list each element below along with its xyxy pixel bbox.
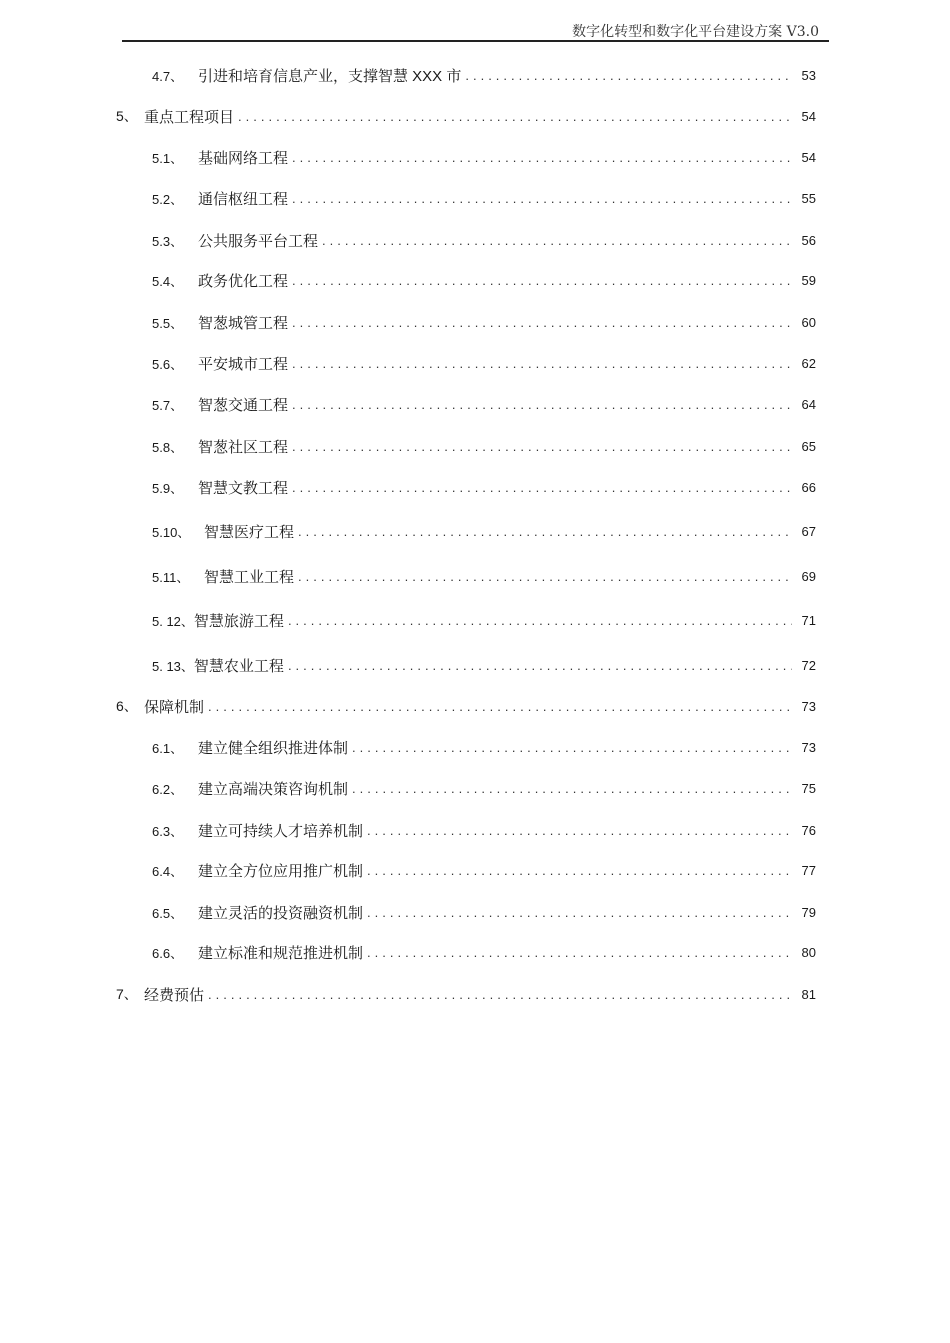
toc-entry-number: 5. 13、: [152, 658, 194, 674]
toc-entry-title: 平安城市工程: [198, 355, 289, 373]
toc-entry-page: 73: [801, 739, 816, 755]
toc-leader-dots: [322, 233, 792, 248]
toc-leader-dots: [292, 480, 792, 495]
toc-entry-number: 6.6、: [152, 945, 184, 961]
toc-entry[interactable]: [152, 777, 816, 799]
toc-entry-page: 64: [801, 396, 816, 412]
toc-entry-page: 73: [801, 698, 816, 714]
toc-entry[interactable]: [152, 520, 816, 542]
toc-leader-dots: [352, 781, 792, 796]
toc-leader-dots: [298, 524, 792, 539]
toc-entry-title: 智葱社区工程: [198, 438, 289, 456]
toc-leader-dots: [208, 987, 792, 1002]
toc-leader-dots: [292, 191, 792, 206]
toc-leader-dots: [292, 356, 792, 371]
toc-entry[interactable]: [152, 269, 816, 291]
toc-entry-number: 6.3、: [152, 823, 184, 839]
toc-entry-page: 72: [801, 657, 816, 673]
toc-entry-number: 6.1、: [152, 740, 184, 756]
toc-entry-number: 5.3、: [152, 233, 184, 249]
toc-entry-title: 建立可持续人才培养机制: [198, 822, 364, 840]
toc-entry-title: 智葱交通工程: [198, 396, 289, 414]
toc-entry-title: 公共服务平台工程: [198, 232, 319, 250]
toc-entry[interactable]: [152, 393, 816, 415]
toc-entry-number: 5.4、: [152, 273, 184, 289]
toc-entry-title: 政务优化工程: [198, 272, 289, 290]
toc-entry-number: 5、: [116, 108, 138, 124]
toc-leader-dots: [367, 863, 792, 878]
toc-leader-dots: [292, 315, 792, 330]
toc-entry-number: 5.8、: [152, 439, 184, 455]
toc-leader-dots: [352, 740, 792, 755]
toc-entry-title: 通信枢纽工程: [198, 190, 289, 208]
running-header-title: 数字化转型和数字化平台建设方案 V3.0: [572, 24, 819, 40]
toc-entry[interactable]: [152, 901, 816, 923]
toc-entry[interactable]: [116, 105, 816, 127]
toc-entry[interactable]: [116, 695, 816, 717]
toc-entry-number: 6.5、: [152, 905, 184, 921]
toc-entry-page: 54: [801, 149, 816, 165]
toc-entry-title: 智慧医疗工程: [204, 523, 295, 541]
toc-entry[interactable]: [152, 64, 816, 86]
toc-leader-dots: [292, 439, 792, 454]
toc-entry-title: 智葱城管工程: [198, 314, 289, 332]
toc-entry-number: 6、: [116, 698, 138, 714]
toc-entry-title: 保障机制: [144, 698, 205, 716]
toc-entry-page: 53: [801, 67, 816, 83]
toc-entry-page: 76: [801, 822, 816, 838]
toc-entry-title: 建立全方位应用推广机制: [198, 862, 364, 880]
toc-entry-number: 5. 12、: [152, 613, 194, 629]
toc-entry-number: 5.2、: [152, 191, 184, 207]
toc-entry-page: 71: [801, 612, 816, 628]
toc-entry-page: 80: [801, 944, 816, 960]
toc-entry-page: 67: [801, 523, 816, 539]
toc-entry-page: 65: [801, 438, 816, 454]
toc-entry[interactable]: [152, 819, 816, 841]
toc-entry-page: 59: [801, 272, 816, 288]
toc-entry[interactable]: [152, 187, 816, 209]
toc-entry-number: 5.11、: [152, 569, 190, 585]
toc-entry-title: 建立标准和规范推进机制: [198, 944, 364, 962]
toc-entry-page: 75: [801, 780, 816, 796]
toc-entry[interactable]: [152, 146, 816, 168]
toc-entry-title: 智慧工业工程: [204, 568, 295, 586]
toc-leader-dots: [465, 68, 792, 83]
toc-entry-title: 建立健全组织推进体制: [198, 739, 349, 757]
toc-entry-title: 建立高端决策咨询机制: [198, 780, 349, 798]
toc-entry[interactable]: [116, 983, 816, 1005]
toc-entry-title: 重点工程项目: [144, 108, 235, 126]
toc-entry-page: 62: [801, 355, 816, 371]
toc-leader-dots: [292, 150, 792, 165]
toc-entry-number: 6.4、: [152, 863, 184, 879]
toc-entry-number: 4.7、: [152, 68, 184, 84]
toc-entry-title: 智慧农业工程: [193, 657, 284, 675]
toc-leader-dots: [238, 109, 792, 124]
toc-leader-dots: [288, 658, 792, 673]
toc-entry-page: 55: [801, 190, 816, 206]
toc-entry[interactable]: [152, 565, 816, 587]
toc-entry-page: 54: [801, 108, 816, 124]
toc-entry-title: 建立灵活的投资融资机制: [198, 904, 364, 922]
toc-entry-page: 69: [801, 568, 816, 584]
toc-entry-number: 5.5、: [152, 315, 184, 331]
toc-entry-title: 智慧文教工程: [198, 479, 289, 497]
toc-entry[interactable]: [152, 352, 816, 374]
toc-entry-page: 60: [801, 314, 816, 330]
toc-entry[interactable]: [152, 311, 816, 333]
toc-entry-number: 5.10、: [152, 524, 191, 540]
toc-entry-number: 5.6、: [152, 356, 184, 372]
toc-entry[interactable]: [152, 941, 816, 963]
toc-leader-dots: [367, 905, 792, 920]
toc-leader-dots: [298, 569, 792, 584]
toc-entry[interactable]: [152, 654, 816, 676]
toc-entry-title: 智慧旅游工程: [193, 612, 284, 630]
toc-leader-dots: [292, 273, 792, 288]
toc-entry[interactable]: [152, 736, 816, 758]
toc-entry[interactable]: [152, 435, 816, 457]
toc-leader-dots: [367, 945, 792, 960]
toc-leader-dots: [367, 823, 792, 838]
toc-entry-number: 5.9、: [152, 480, 184, 496]
toc-entry-number: 5.7、: [152, 397, 184, 413]
toc-leader-dots: [288, 613, 792, 628]
toc-entry-page: 77: [801, 862, 816, 878]
toc-entry-page: 66: [801, 479, 816, 495]
toc-entry-title: 经费预估: [144, 986, 205, 1004]
toc-entry[interactable]: [152, 229, 816, 251]
toc-entry-title: 引进和培育信息产业，支撑智慧 XXX 市: [198, 67, 462, 85]
toc-leader-dots: [208, 699, 792, 714]
toc-entry-number: 6.2、: [152, 781, 184, 797]
toc-leader-dots: [292, 397, 792, 412]
toc-entry[interactable]: [152, 859, 816, 881]
toc-entry-number: 5.1、: [152, 150, 184, 166]
toc-entry-page: 79: [801, 904, 816, 920]
toc-entry[interactable]: [152, 476, 816, 498]
toc-entry-page: 81: [801, 986, 816, 1002]
toc-entry[interactable]: [152, 609, 816, 631]
toc-entry-number: 7、: [116, 986, 138, 1002]
toc-entry-page: 56: [801, 232, 816, 248]
toc-entry-title: 基础网络工程: [198, 149, 289, 167]
